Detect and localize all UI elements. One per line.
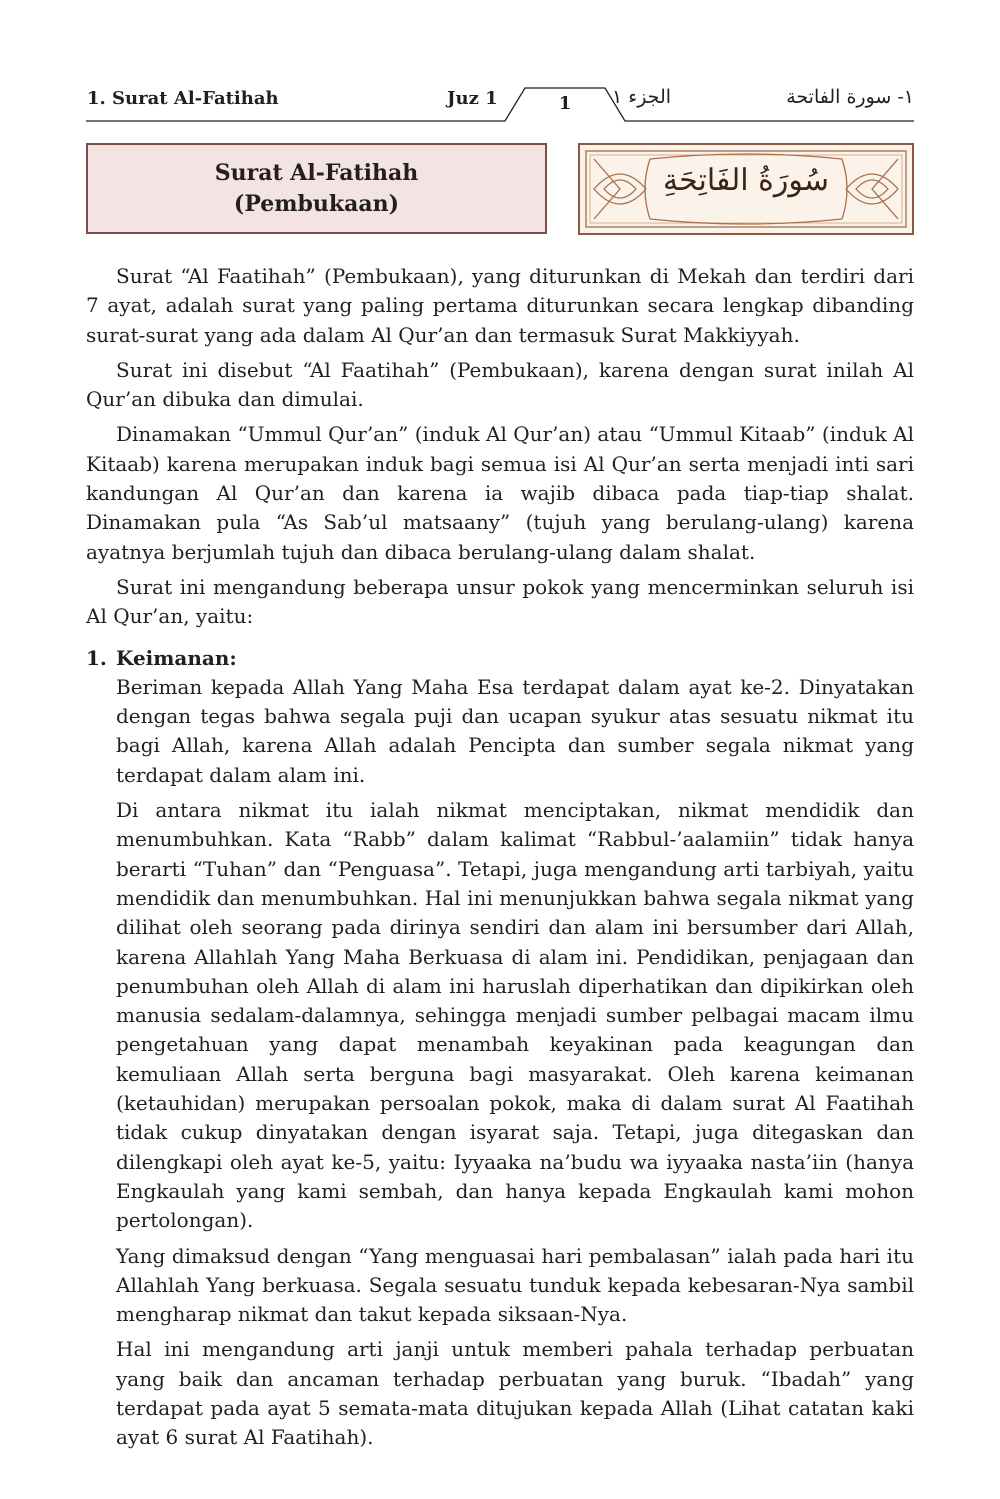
point-keimanan <box>86 644 914 1453</box>
page-number: 1 <box>558 93 572 114</box>
surah-title-box <box>86 143 547 234</box>
running-header-surah: 1. Surat Al-Fatihah <box>87 88 279 109</box>
running-header-juz-arabic: الجزء ١ <box>612 86 672 108</box>
paragraph: Surat ini disebut “Al Faatihah” (Pembukaan), karena dengan surat inilah Al Qur’an dibuka dan dimulai. <box>86 357 914 412</box>
paragraph: Dinamakan “Ummul Qur’an” (induk Al Qur’an) atau “Ummul Kitaab” (induk Al Kitaab) karena merupakan induk bagi semua isi Al Qur’an serta menjadi inti sari kandungan Al Qur’an dan karena ia wajib dibaca pada tiap-tiap shalat. Dinamakan pula “As Sab’ul matsaany” (tujuh yang berulang-ulang) karena ayatnya berjumlah tujuh dan dibaca berulang-ulang dalam shalat. <box>86 422 914 564</box>
paragraph: Surat ini mengandung beberapa unsur pokok yang mencerminkan seluruh isi Al Qur’an, yaitu: <box>86 574 914 629</box>
point-number: 1. <box>86 645 107 670</box>
header-rule <box>0 0 1000 140</box>
point-body <box>86 673 914 1453</box>
running-header-juz: Juz 1 <box>447 88 498 109</box>
surah-subtitle: (Pembukaan) <box>233 190 400 217</box>
running-header-surah-arabic: ١- سورة الفاتحة <box>786 86 914 108</box>
paragraph: Hal ini mengandung arti janji untuk memberi pahala terhadap perbuatan yang baik dan ancaman terhadap perbuatan yang buruk. “Ibadah” yang terdapat pada ayat 5 semata-mata ditujukan kepada Allah (Lihat catatan kaki ayat 6 surat Al Faatihah). <box>116 1337 914 1450</box>
surah-title-arabic: سُورَةُ الفَاتِحَةِ <box>663 163 829 198</box>
page-body <box>86 262 914 1459</box>
paragraph: Yang dimaksud dengan “Yang menguasai hari pembalasan” ialah pada hari itu Allahlah Yang berkuasa. Segala sesuatu tunduk kepada kebesaran-Nya sambil mengharap nikmat dan takut kepada siksaan-Nya. <box>116 1243 914 1327</box>
point-title: Keimanan: <box>116 645 237 670</box>
paragraph: Di antara nikmat itu ialah nikmat menciptakan, nikmat mendidik dan menumbuhkan. Kata “Rabb” dalam kalimat “Rabbul-’aalamiin” tidak hanya berarti “Tuhan” dan “Penguasa”. Tetapi, juga mengandung arti tarbiyah, yaitu mendidik dan menumbuhkan. Hal ini menunjukkan bahwa segala nikmat yang dilihat oleh seorang pada dirinya sendiri dan alam ini bersumber dari Allah, karena Allahlah Yang Maha Berkuasa di alam ini. Pendidikan, penjagaan dan penumbuhan oleh Allah di alam ini haruslah diperhatikan dan dipikirkan oleh manusia sedalam-dalamnya, sehingga menjadi sumber pelbagai macam ilmu pengetahuan yang dapat menambah keyakinan pada keagungan dan kemuliaan Allah serta berguna bagi masyarakat. Oleh karena keimanan (ketauhidan) merupakan persoalan pokok, maka di dalam surat Al Faatihah tidak cukup dinyatakan dengan isyarat saja. Tetapi, juga ditegaskan dan dilengkapi oleh ayat ke-5, yaitu: Iyyaaka na’budu wa iyyaaka nasta’iin (hanya Engkaulah yang kami sembah, dan hanya kepada Engkaulah kami mohon pertolongan). <box>116 798 914 1233</box>
point-heading <box>86 644 914 673</box>
surah-title: Surat Al-Fatihah <box>214 159 419 186</box>
ornamental-title-box <box>578 143 914 235</box>
paragraph: Beriman kepada Allah Yang Maha Esa terdapat dalam ayat ke-2. Dinyatakan dengan tegas bahwa segala puji dan ucapan syukur atas sesuatu nikmat itu bagi Allah, karena Allah adalah Pencipta dan sumber segala nikmat yang terdapat dalam alam ini. <box>116 674 914 787</box>
paragraph: Surat “Al Faatihah” (Pembukaan), yang diturunkan di Mekah dan terdiri dari 7 ayat, adalah surat yang paling pertama diturunkan secara lengkap dibanding surat-surat yang ada dalam Al Qur’an dan termasuk Surat Makkiyyah. <box>86 264 914 347</box>
